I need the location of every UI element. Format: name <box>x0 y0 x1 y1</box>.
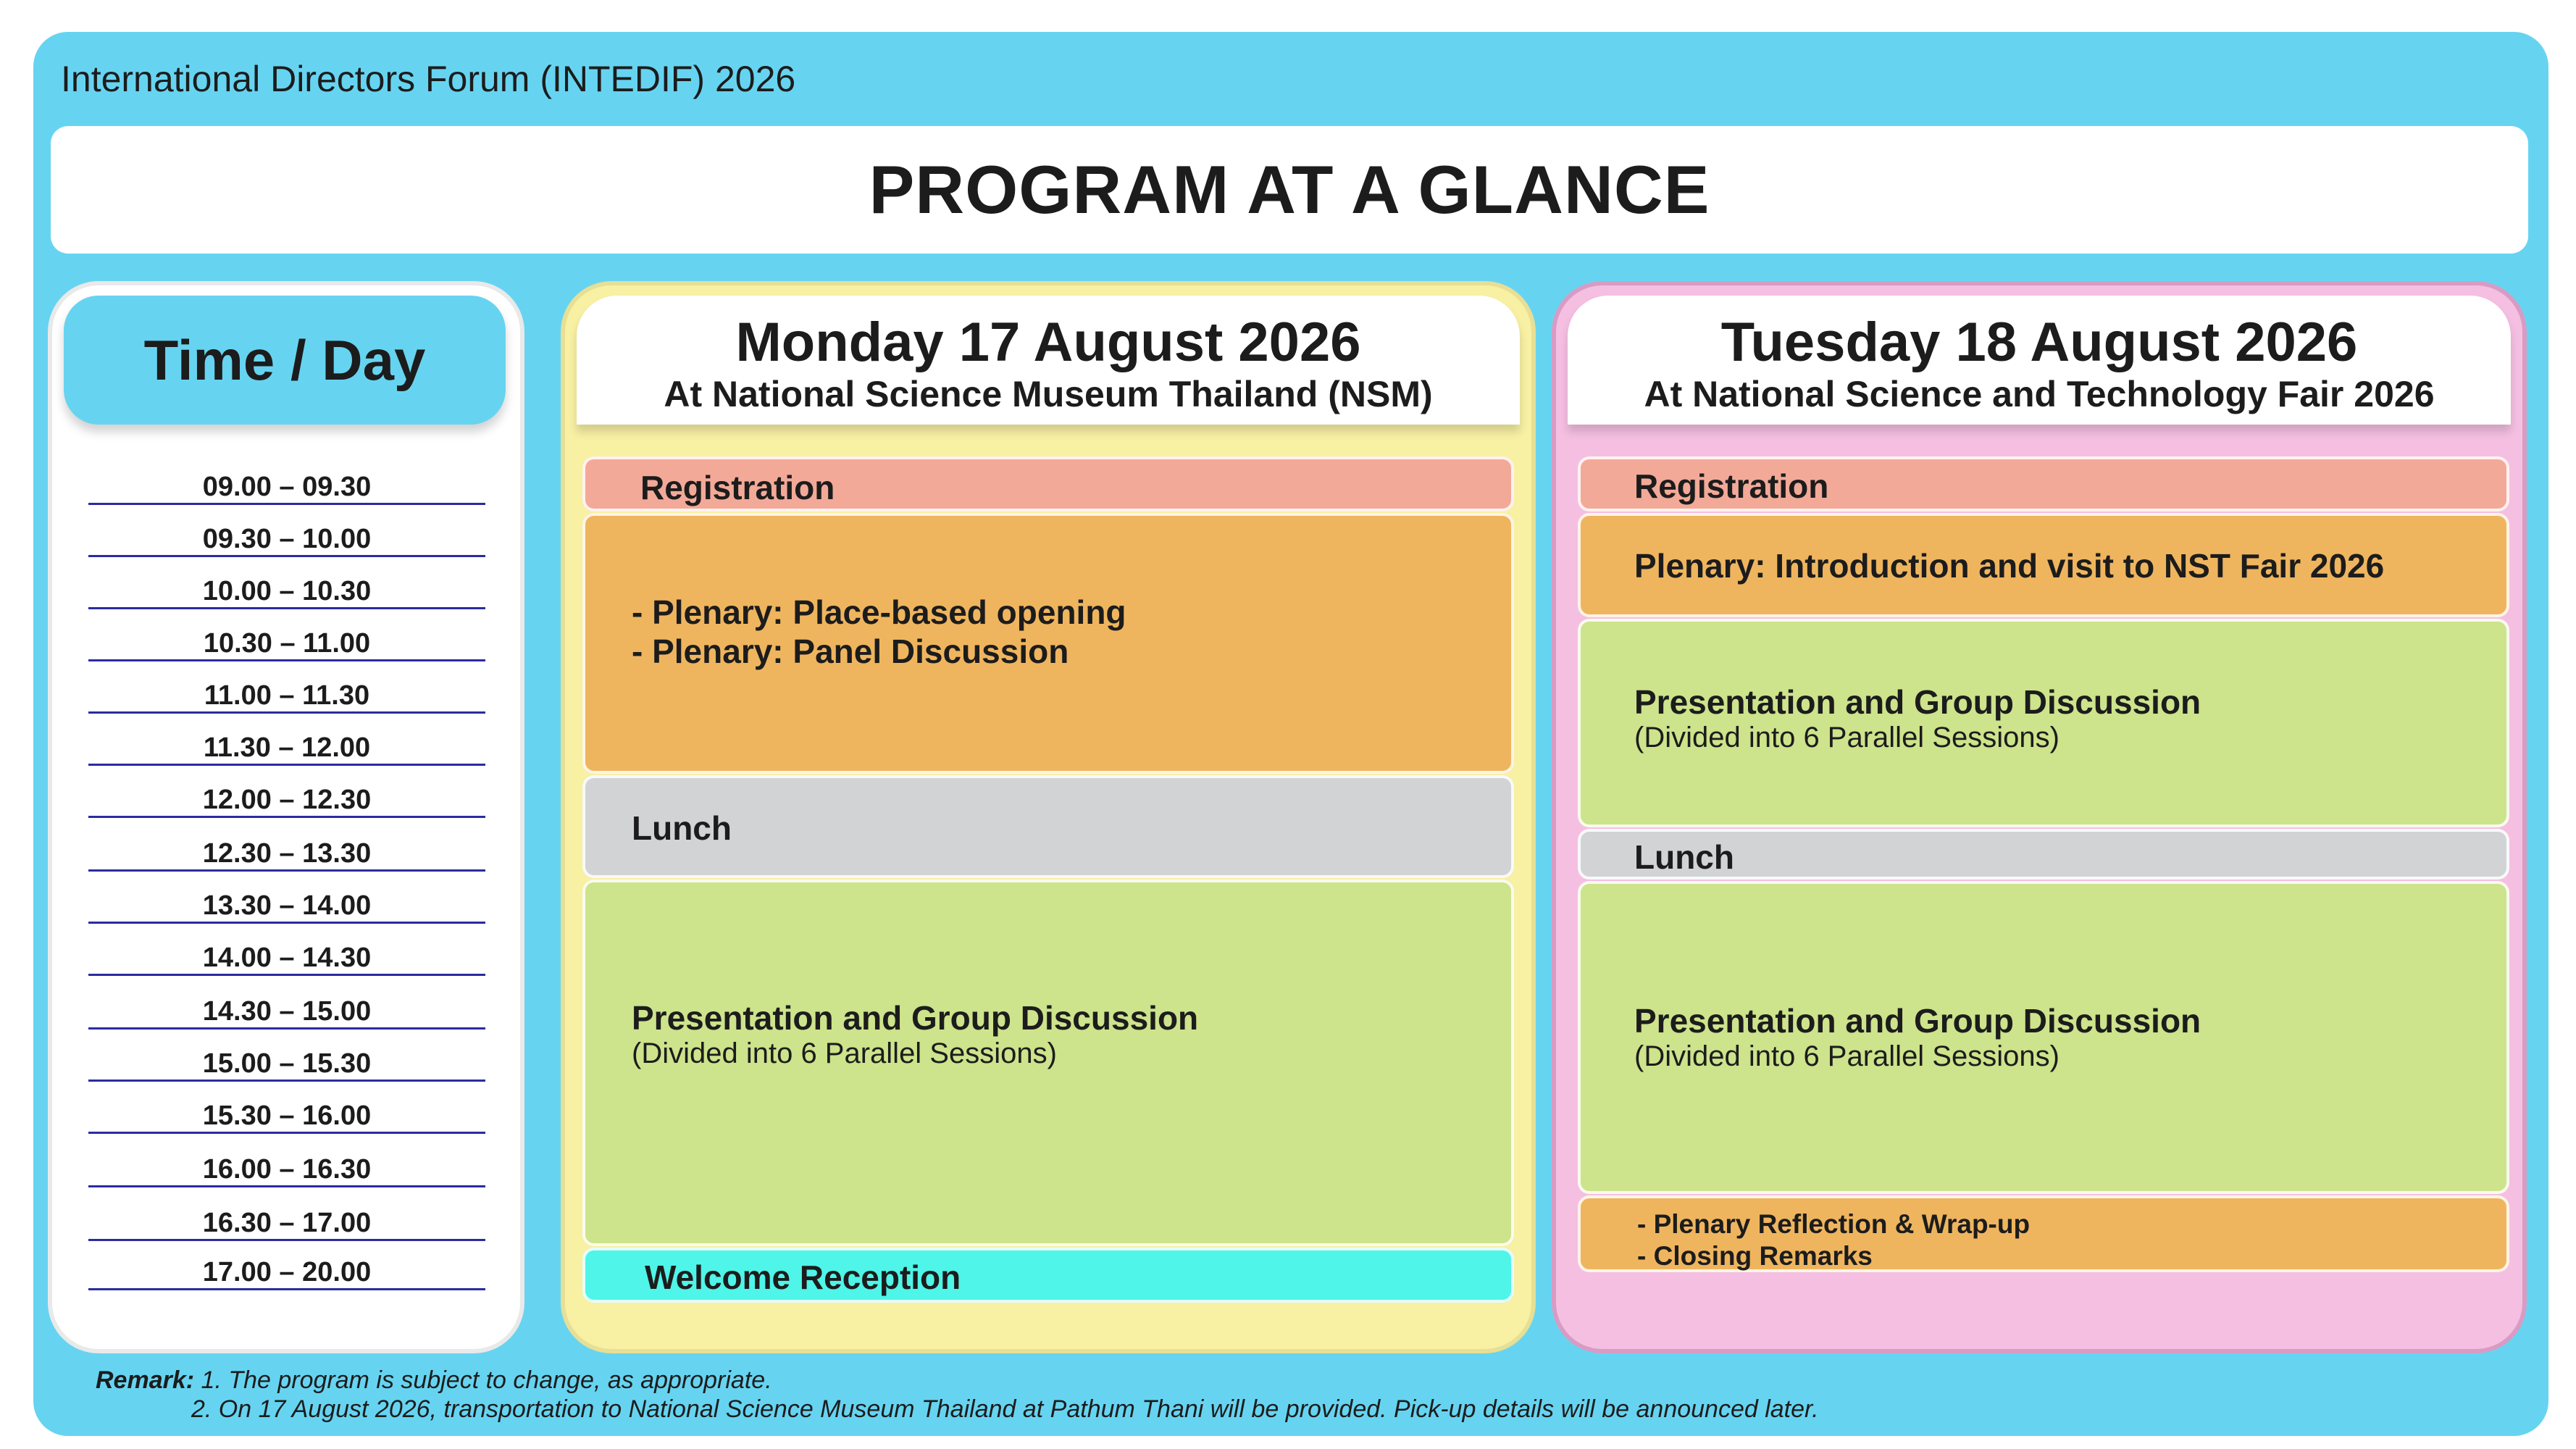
day1-registration-label: Registration <box>640 469 835 506</box>
time-slot: 09.00 – 09.30 <box>88 471 485 505</box>
time-slot: 10.00 – 10.30 <box>88 575 485 609</box>
program-banner <box>51 126 2528 254</box>
day2-registration-block <box>1578 456 2509 511</box>
time-slot: 16.30 – 17.00 <box>88 1207 485 1241</box>
remark-line1 <box>96 1366 772 1395</box>
day1-reception-block <box>582 1248 1514 1303</box>
day2-presentation-pm-sub: (Divided into 6 Parallel Sessions) <box>1634 1040 2059 1072</box>
day2-closing-block <box>1578 1195 2509 1272</box>
time-slot: 17.00 – 20.00 <box>88 1256 485 1290</box>
time-slot: 15.30 – 16.00 <box>88 1100 485 1134</box>
day1-lunch-label: Lunch <box>632 809 732 847</box>
day2-plenary-label: Plenary: Introduction and visit to NST Fair 2026 <box>1634 547 2385 585</box>
time-slot: 12.00 – 12.30 <box>88 784 485 818</box>
day2-closing-line1: - Plenary Reflection & Wrap-up <box>1637 1209 2031 1239</box>
day2-plenary-block <box>1578 513 2509 617</box>
forum-title: International Directors Forum (INTEDIF) 2026 <box>61 59 796 99</box>
day2-title: Tuesday 18 August 2026 <box>1720 312 2358 373</box>
day2-presentation-am-label: Presentation and Group Discussion <box>1634 683 2201 721</box>
time-slot: 16.00 – 16.30 <box>88 1153 485 1187</box>
page-title: PROGRAM AT A GLANCE <box>869 151 1710 227</box>
time-slot: 11.30 – 12.00 <box>88 732 485 766</box>
day1-plenary-block <box>582 513 1514 774</box>
day1-presentation-block <box>582 880 1514 1246</box>
remark-text1: 1. The program is subject to change, as appropriate. <box>201 1366 772 1394</box>
day1-presentation-sub: (Divided into 6 Parallel Sessions) <box>632 1037 1057 1069</box>
time-day-label: Time / Day <box>143 327 426 392</box>
day1-presentation-label: Presentation and Group Discussion <box>632 999 1199 1037</box>
time-slot: 09.30 – 10.00 <box>88 523 485 557</box>
day2-presentation-am-sub: (Divided into 6 Parallel Sessions) <box>1634 722 2059 753</box>
day2-header <box>1568 296 2511 425</box>
day2-lunch-block <box>1578 829 2509 880</box>
day2-closing-line2: - Closing Remarks <box>1637 1241 1873 1271</box>
day1-plenary-line1: - Plenary: Place-based opening <box>632 593 1126 631</box>
day1-venue: At National Science Museum Thailand (NSM) <box>664 374 1433 414</box>
day2-presentation-pm-block <box>1578 881 2509 1194</box>
remark-label: Remark: <box>96 1366 195 1394</box>
day1-header <box>577 296 1520 425</box>
time-slot: 14.30 – 15.00 <box>88 995 485 1030</box>
day1-registration-block <box>582 456 1514 511</box>
remark-line2: 2. On 17 August 2026, transportation to National Science Museum Thailand at Pathum Thani will be provided. Pick-up details will be announced later. <box>191 1395 1819 1423</box>
time-slot: 14.00 – 14.30 <box>88 942 485 976</box>
day2-lunch-label: Lunch <box>1634 838 1734 876</box>
day2-presentation-am-block <box>1578 619 2509 827</box>
day1-reception-label: Welcome Reception <box>645 1258 961 1296</box>
time-slot: 12.30 – 13.30 <box>88 838 485 872</box>
time-slot: 13.30 – 14.00 <box>88 890 485 924</box>
time-slot: 11.00 – 11.30 <box>88 680 485 714</box>
day1-title: Monday 17 August 2026 <box>735 312 1361 373</box>
day2-registration-label: Registration <box>1634 467 1829 505</box>
time-slot: 10.30 – 11.00 <box>88 627 485 661</box>
day2-venue: At National Science and Technology Fair 2026 <box>1644 374 2435 414</box>
day1-plenary-line2: - Plenary: Panel Discussion <box>632 632 1069 670</box>
time-column-header <box>64 296 506 425</box>
time-slot: 15.00 – 15.30 <box>88 1048 485 1082</box>
day1-lunch-block <box>582 775 1514 878</box>
day2-presentation-pm-label: Presentation and Group Discussion <box>1634 1002 2201 1040</box>
